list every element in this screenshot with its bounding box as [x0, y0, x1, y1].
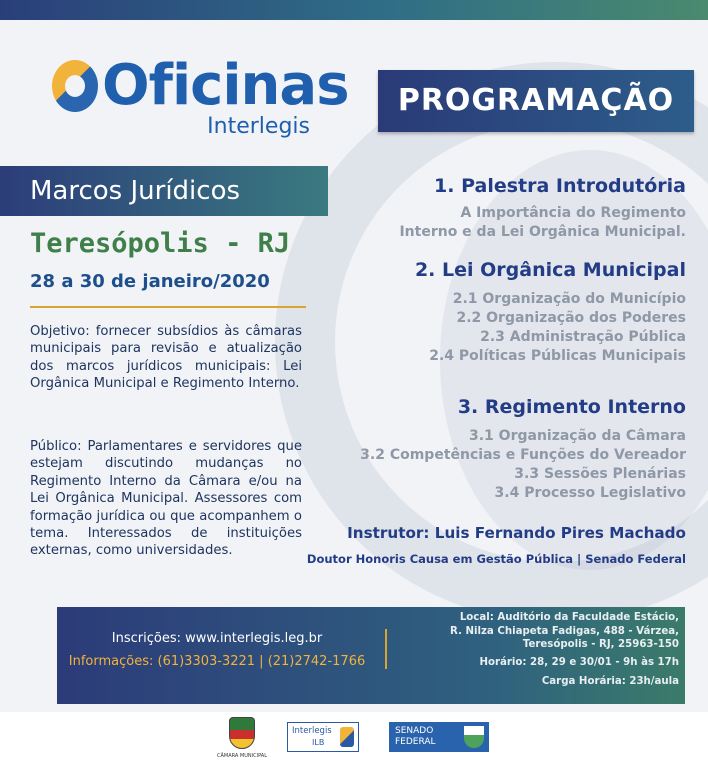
section-2-items [429, 290, 686, 366]
crest-icon [229, 717, 255, 749]
list-item: 2.3 Administração Pública [480, 329, 686, 345]
senado-mark-icon [464, 726, 484, 748]
list-item: 3.4 Processo Legislativo [494, 485, 686, 501]
event-dates: 28 a 30 de janeiro/2020 [30, 271, 270, 292]
location-line: R. Nilza Chiapeta Fadigas, 488 - Várzea, [450, 625, 679, 637]
list-item: 2.1 Organização do Município [452, 291, 686, 307]
ilb-label-1: Interlegis [292, 726, 332, 736]
divider [30, 306, 306, 308]
senado-line-2: FEDERAL [395, 737, 436, 747]
oficinas-logo [52, 48, 349, 144]
contact-phones: Informações: (61)3303-3221 | (21)2742-1766 [68, 654, 366, 669]
instructor-name: Instrutor: Luis Fernando Pires Machado [347, 524, 686, 542]
section-3-items [360, 427, 686, 503]
programacao-banner: PROGRAMAÇÃO [378, 70, 694, 132]
senado-label [395, 726, 436, 748]
logo-o-mark-icon [52, 60, 98, 112]
section-2-title: 2. Lei Orgânica Municipal [414, 259, 686, 281]
workload-text: Carga Horária: 23h/aula [541, 676, 679, 687]
camara-municipal-logo [217, 713, 267, 763]
list-item: Interno e da Lei Orgânica Municipal. [399, 224, 686, 240]
instructor-title: Doutor Honoris Causa em Gestão Pública | Senado Federal [306, 552, 686, 566]
camara-label: CÂMARA MUNICIPAL [217, 753, 267, 759]
location-text [379, 611, 679, 652]
location-line: Teresópolis - RJ, 25963-150 [522, 639, 679, 650]
city-title: Teresópolis - RJ [30, 228, 291, 259]
objective-text: Objetivo: fornecer subsídios às câmaras municipais para revisão e atualização dos marcos jurídicos municipais: Lei Orgânica Municipal e Regimento Interno. [30, 324, 302, 392]
section-3-title: 3. Regimento Interno [457, 396, 686, 418]
location-line: Local: Auditório da Faculdade Estácio, [459, 612, 679, 623]
senado-federal-logo [389, 722, 489, 752]
marcos-juridicos-banner: Marcos Jurídicos [0, 166, 328, 216]
list-item: 2.4 Políticas Públicas Municipais [429, 348, 686, 364]
list-item: A Importância do Regimento [460, 205, 686, 221]
list-item: 3.2 Competências e Funções do Vereador [360, 447, 686, 463]
ilb-mark-icon [340, 727, 354, 747]
section-1-items [399, 204, 686, 242]
audience-text: Público: Parlamentares e servidores que estejam discutindo mudanças no Regimento Interno da Câmara e/ou na Lei Orgânica Municipal. Assessores com formação jurídica ou que acompanhem o tema. Interessados de instituições externas, como universidades. [30, 439, 302, 559]
logo-subtitle: Interlegis [207, 114, 310, 139]
list-item: 3.1 Organização da Câmara [469, 428, 686, 444]
senado-line-1: SENADO [395, 726, 434, 736]
schedule-text: Horário: 28, 29 e 30/01 - 9h às 17h [479, 657, 679, 668]
section-1-title: 1. Palestra Introdutória [434, 175, 686, 197]
ilb-label-2: ILB [312, 738, 325, 747]
logo-title: Oficinas [102, 53, 349, 118]
registration-link[interactable]: Inscrições: www.interlegis.leg.br [111, 631, 323, 646]
top-band [0, 0, 708, 20]
list-item: 3.3 Sessões Plenárias [514, 466, 686, 482]
list-item: 2.2 Organização dos Poderes [456, 310, 686, 326]
interlegis-ilb-logo [287, 722, 359, 752]
